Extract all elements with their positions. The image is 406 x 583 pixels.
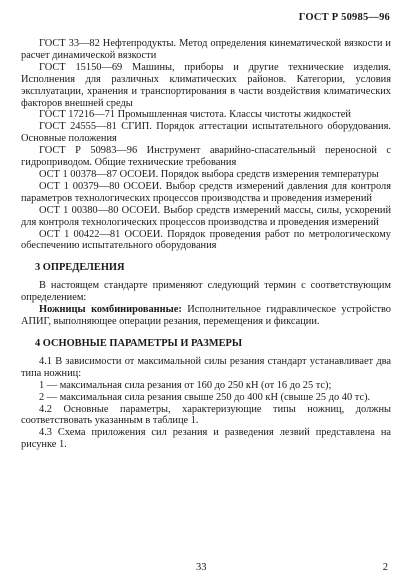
reference-entry: ОСТ 1 00378—87 ОСОЕИ. Порядок выбора средств измерения температуры — [39, 168, 379, 180]
defined-term: Ножницы комбинированные: — [39, 304, 182, 316]
document-code-header: ГОСТ Р 50985—96 — [298, 12, 390, 23]
section-4-paragraph: 4.1 В зависимости от максимальной силы резания стандарт устанавливает два типа ножниц: — [21, 355, 391, 379]
reference-entry: ОСТ 1 00422—81 ОСОЕИ. Порядок проведения работ по метрологическому обеспечению испытательного оборудования — [21, 228, 391, 252]
reference-entry: ГОСТ Р 50983—96 Инструмент аварийно-спасательный переносной с гидроприводом. Общие технические требования — [21, 145, 391, 169]
term-definition — [21, 304, 391, 328]
document-body — [21, 38, 391, 451]
section-4-paragraph: 1 — максимальная сила резания от 160 до 250 кН (от 16 до 25 тс); — [39, 379, 332, 391]
reference-entry: ГОСТ 24555—81 СГИП. Порядок аттестации испытательного оборудования. Основные положения — [21, 121, 391, 145]
page-number: 33 — [196, 562, 207, 573]
side-page-number: 2 — [382, 562, 388, 573]
section-4-paragraph: 2 — максимальная сила резания свыше 250 до 400 кН (свыше 25 до 40 тс). — [39, 391, 371, 403]
section-4-heading: 4 ОСНОВНЫЕ ПАРАМЕТРЫ И РАЗМЕРЫ — [35, 337, 243, 349]
section-4-paragraph: 4.3 Схема приложения сил резания и разведения лезвий представлена на рисунке 1. — [21, 427, 391, 451]
reference-entry: ГОСТ 33—82 Нефтепродукты. Метод определения кинематической вязкости и расчет динамической вязкости — [21, 38, 391, 61]
reference-entry: ОСТ 1 00379—80 ОСОЕИ. Выбор средств измерений давления для контроля параметров технологических процессов производства и проведения измерений — [21, 180, 391, 204]
section-3-heading: 3 ОПРЕДЕЛЕНИЯ — [35, 262, 125, 274]
term-definition-text: Исполнительное гидравлическое устройство АПИГ, выполняющее операции резания, перемещения и фиксации. — [21, 304, 392, 328]
section-3-intro: В настоящем стандарте применяют следующий термин с соответствующим определением: — [21, 280, 391, 304]
reference-entry: ОСТ 1 00380—80 ОСОЕИ. Выбор средств измерений массы, силы, ускорений для контроля технологических процессов производства и проведения измерений — [21, 204, 391, 228]
reference-entry: ГОСТ 15150—69 Машины, приборы и другие технические изделия. Исполнения для различных климатических районов. Категории, условия эксплуатации, хранения и транспортирования в части воздействия климатических факторов внешней среды — [21, 61, 391, 109]
section-4-paragraph: 4.2 Основные параметры, характеризующие типы ножниц, должны соответствовать указанным в таблице 1. — [21, 403, 391, 427]
reference-entry: ГОСТ 17216—71 Промышленная чистота. Классы чистоты жидкостей — [39, 109, 351, 121]
